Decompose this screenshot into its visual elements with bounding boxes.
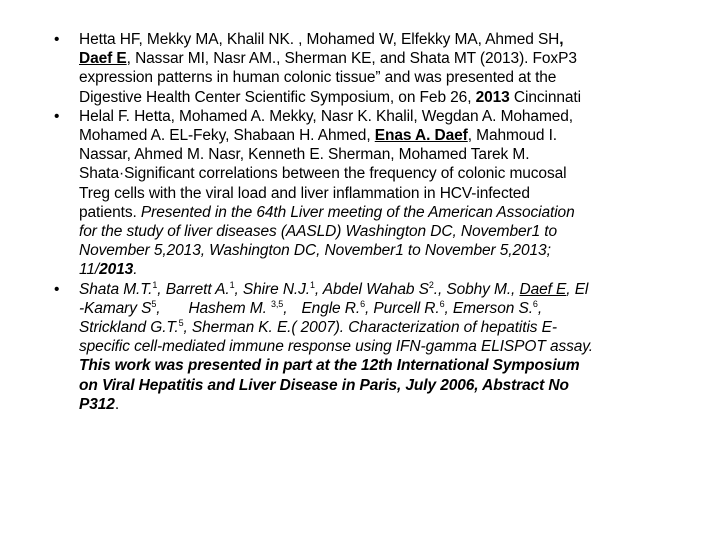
reference-text: , (559, 31, 564, 48)
reference-text: , El (566, 280, 589, 298)
reference-text: patients. (79, 203, 141, 221)
reference-text: Shata·Significant correlations between the frequency of colonic mucosal (79, 165, 567, 183)
reference-text: 11/ (79, 261, 100, 279)
reference-text: Shata M.T. (79, 280, 153, 298)
reference-line (79, 126, 714, 145)
reference-text: Helal F. Hetta, Mohamed A. Mekky, Nasr K. Khalil, Wegdan A. Mohamed, (79, 107, 574, 125)
reference-line (79, 299, 714, 318)
reference-text: Presented in the 64th Liver meeting of the American Association (140, 203, 575, 221)
affiliation-superscript: 1 (309, 279, 315, 290)
reference-list (54, 30, 714, 414)
reference-text: 2013 (475, 88, 510, 106)
reference-text: , Barrett A. (157, 280, 230, 298)
reference-text: , Shire N.J. (234, 280, 310, 298)
affiliation-superscript: 1 (229, 279, 235, 290)
reference-item (54, 30, 714, 107)
reference-text: Nassar, Ahmed M. Nasr, Kenneth E. Sherman, Mohamed Tarek M. (79, 146, 530, 164)
reference-item (54, 107, 714, 280)
reference-line (79, 356, 714, 375)
reference-line (79, 280, 714, 299)
reference-text: , Sherman K. E.( 2007). Characterization of hepatitis E- (183, 319, 557, 337)
reference-line (79, 49, 714, 68)
affiliation-superscript: 6 (439, 298, 445, 309)
reference-text: Daef E (79, 50, 127, 68)
reference-text: specific cell-mediated immune response using IFN-gamma ELISPOT assay. (79, 338, 593, 356)
reference-text: November 5,2013, Washington DC, November1 to November 5,2013; (79, 242, 551, 260)
reference-text: Strickland G.T. (79, 319, 179, 337)
reference-line (79, 30, 714, 49)
affiliation-superscript: 3,5 (271, 298, 284, 309)
reference-line (79, 318, 714, 337)
reference-text: , Purcell R. (365, 299, 440, 317)
affiliation-superscript: 2 (428, 279, 434, 290)
reference-text: expression patterns in human colonic tissue” and was presented at the (79, 69, 557, 87)
reference-text: . (133, 261, 138, 279)
reference-text: , (156, 299, 161, 317)
affiliation-superscript: 6 (532, 298, 538, 309)
affiliation-superscript: 5 (178, 318, 184, 329)
reference-text: on Viral Hepatitis and Liver Disease in Paris, July 2006, Abstract No (79, 376, 569, 394)
reference-text: This work was presented in part at the 12th International Symposium (79, 357, 580, 375)
reference-text: Enas A. Daef (374, 127, 468, 145)
reference-text: , Abdel Wahab S (314, 280, 429, 298)
reference-line (79, 241, 714, 260)
reference-text: , Emerson S. (444, 299, 533, 317)
reference-line (79, 376, 714, 395)
reference-text: , (283, 299, 288, 317)
reference-text: , Mahmoud I. (467, 127, 557, 145)
reference-text: . (114, 395, 120, 413)
reference-line (79, 164, 714, 183)
reference-text: Hetta HF, Mekky MA, Khalil NK. , Mohamed W, Elfekky MA, Ahmed SH (79, 31, 560, 48)
reference-line (79, 203, 714, 222)
reference-line (79, 337, 714, 356)
reference-text: P312 (79, 395, 115, 413)
reference-line (79, 222, 714, 241)
affiliation-superscript: 5 (151, 298, 157, 309)
bullet-icon: • (54, 31, 60, 48)
reference-line (79, 145, 714, 164)
reference-text: ., Sobhy M., (433, 280, 520, 298)
reference-text: Treg cells with the viral load and liver inflammation in HCV-infected (79, 184, 530, 202)
reference-line (79, 395, 714, 414)
reference-text: Daef E (519, 280, 567, 298)
reference-line (79, 88, 714, 107)
bullet-icon: • (54, 280, 60, 298)
reference-text: , Nassar MI, Nasr AM., Sherman KE, and Shata MT (2013). FoxP3 (126, 50, 577, 68)
bullet-icon: • (54, 107, 60, 125)
reference-line (79, 107, 714, 126)
reference-text: Hashem M. (188, 299, 271, 317)
affiliation-superscript: 6 (360, 298, 365, 309)
reference-line (79, 260, 714, 279)
reference-text: Cincinnati (509, 88, 581, 106)
reference-line (79, 184, 714, 203)
reference-text: 2013 (99, 261, 134, 279)
reference-text: , (537, 299, 543, 317)
affiliation-superscript: 1 (152, 279, 158, 290)
reference-line (79, 68, 714, 87)
reference-text: Engle R. (301, 299, 361, 317)
reference-item (54, 280, 714, 414)
reference-text: for the study of liver diseases (AASLD) Washington DC, November1 to (79, 223, 558, 241)
reference-text: Mohamed A. EL-Feky, Shabaan H. Ahmed, (79, 127, 375, 145)
reference-text: -Kamary S (79, 299, 152, 317)
reference-text: Digestive Health Center Scientific Symposium, on Feb 26, (79, 88, 476, 106)
